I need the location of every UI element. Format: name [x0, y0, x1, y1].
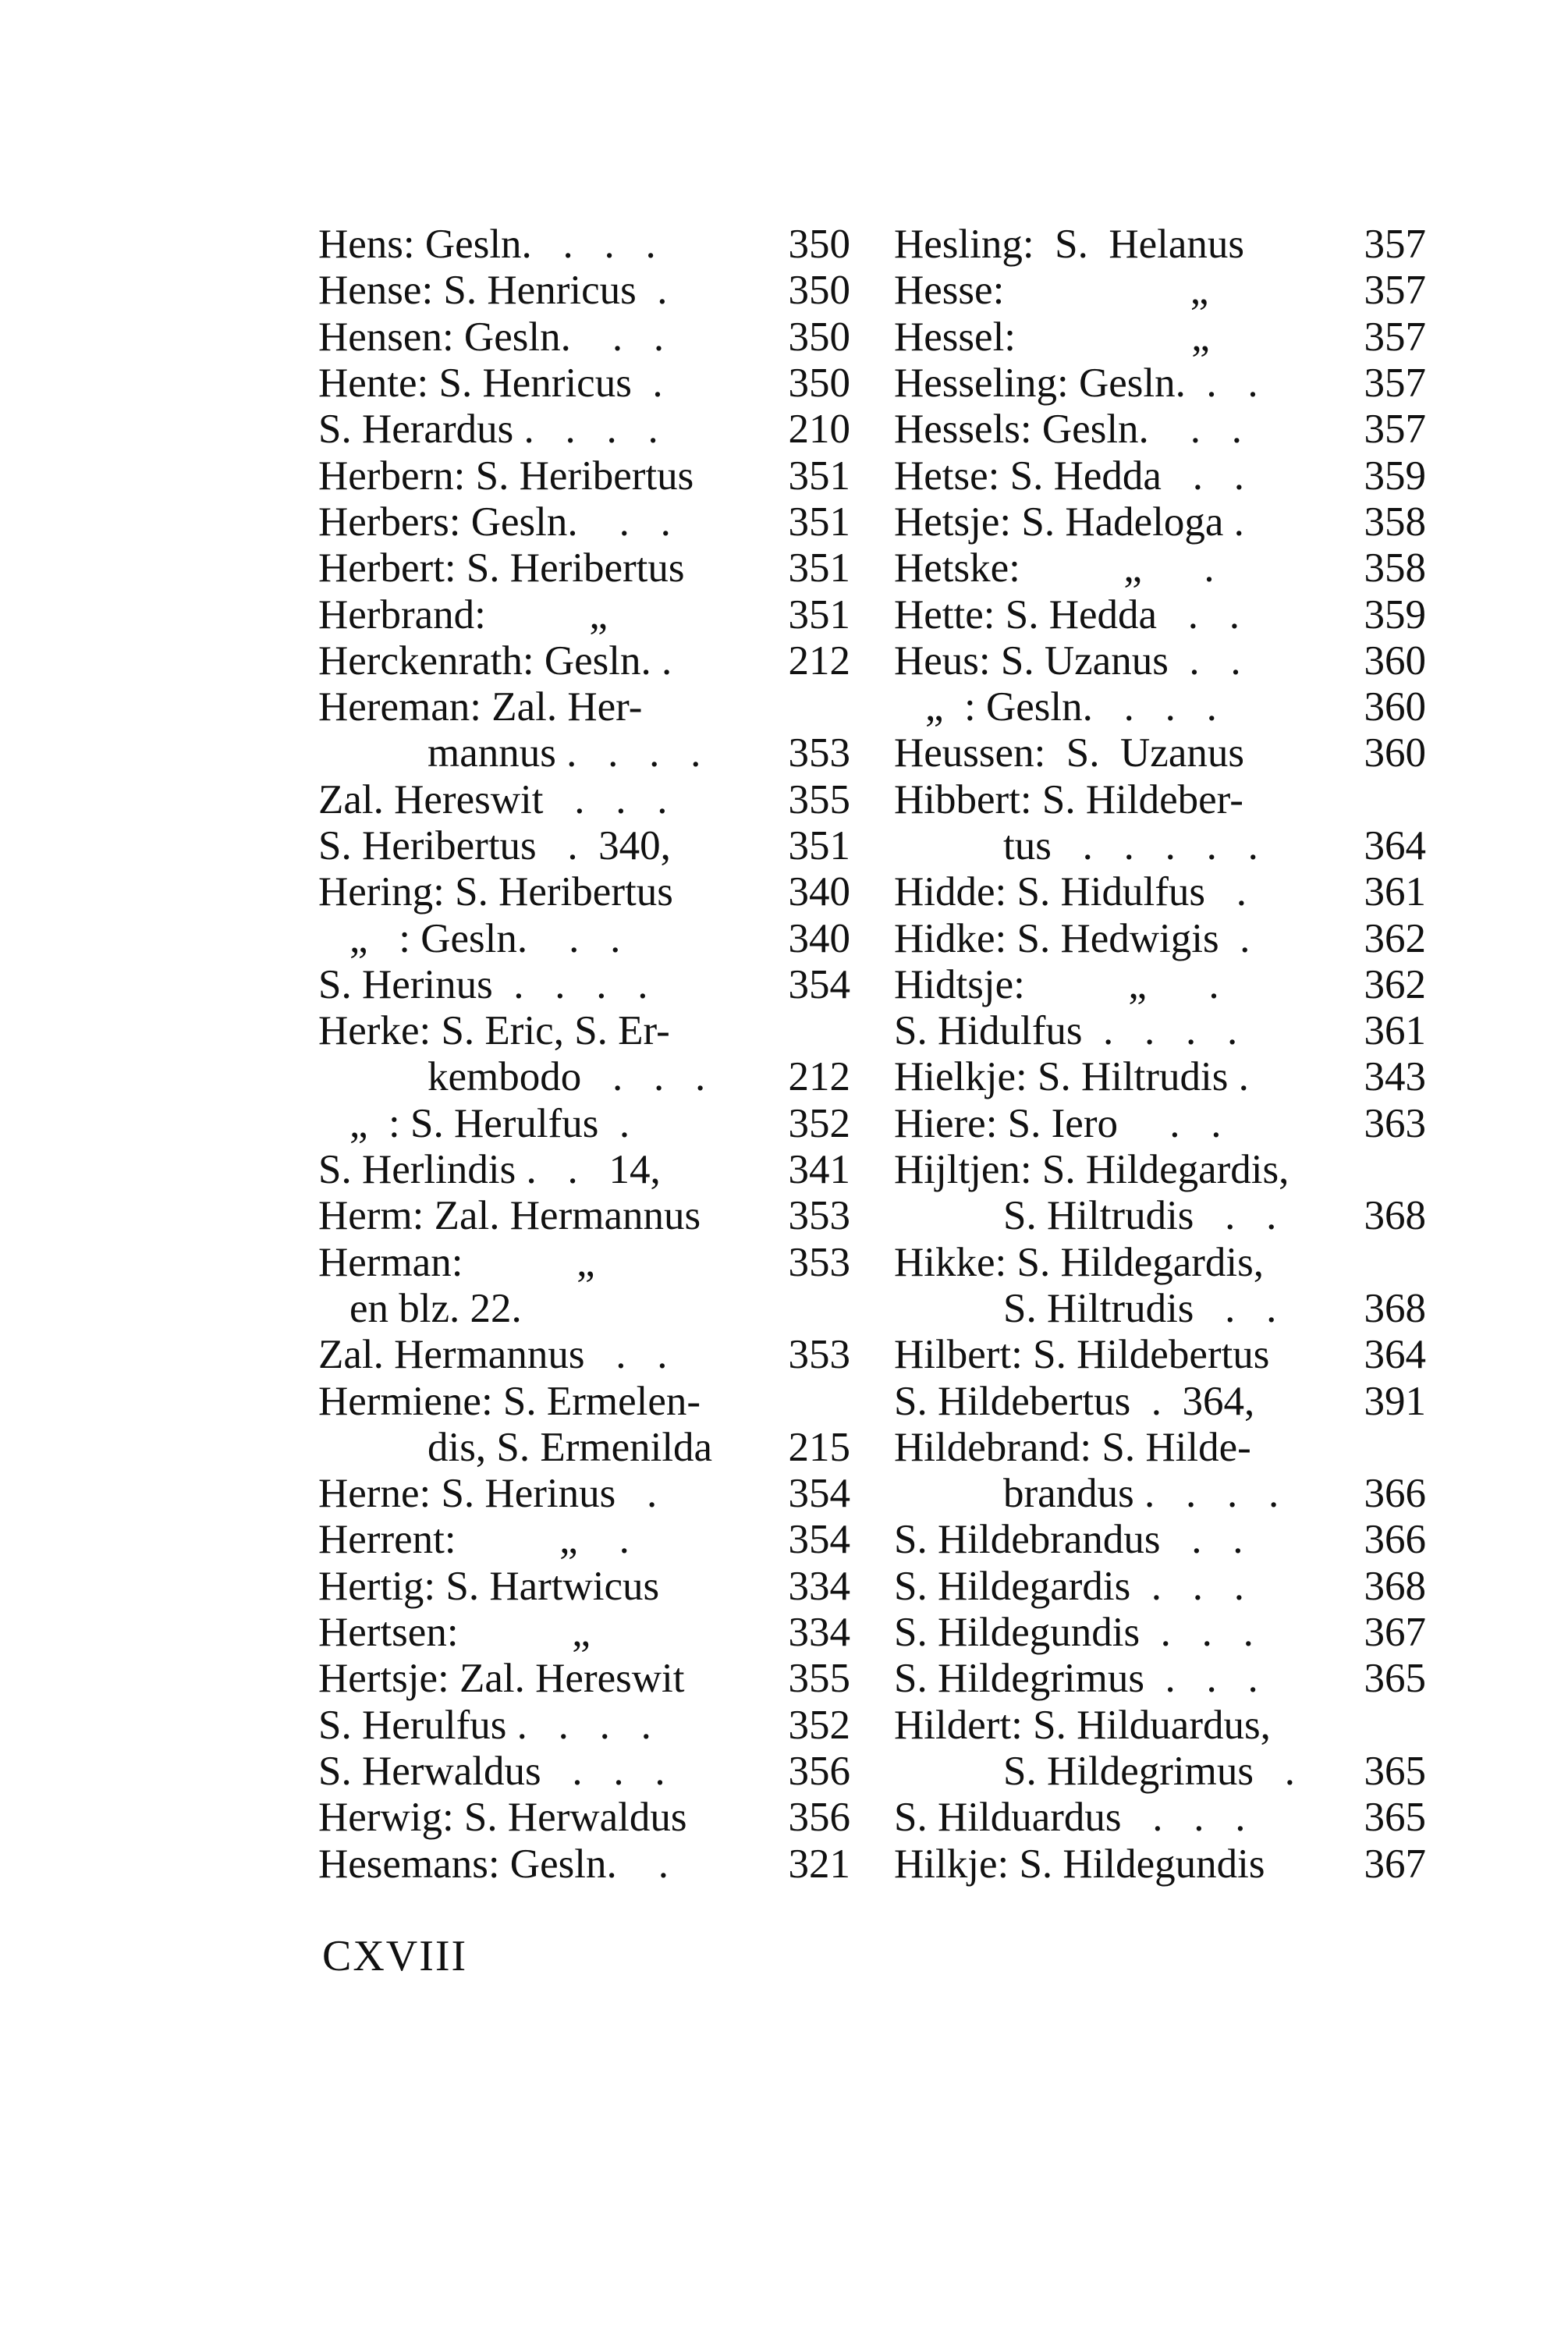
index-entry	[318, 1795, 850, 1841]
index-entry	[894, 1054, 1426, 1100]
entry-page: 351	[788, 545, 850, 591]
entry-text: Hidke: S. Hedwigis .	[894, 915, 1250, 961]
entry-text: S. Hildegrimus . . .	[894, 1656, 1258, 1702]
entry-text: S. Hiltrudis . .	[1003, 1285, 1277, 1331]
entry-page: 366	[1364, 1517, 1426, 1563]
entry-text: Hette: S. Hedda . .	[894, 591, 1240, 637]
index-entry	[894, 1841, 1426, 1887]
index-entry	[318, 1147, 850, 1193]
entry-page: 343	[1364, 1054, 1426, 1100]
index-entry	[318, 268, 850, 314]
entry-page: 212	[788, 1054, 850, 1100]
entry-text: Hielkje: S. Hiltrudis .	[894, 1054, 1249, 1100]
index-entry	[894, 268, 1426, 314]
entry-page: 351	[788, 499, 850, 545]
entry-page: 353	[788, 1239, 850, 1285]
entry-text: dis, S. Ermenilda	[427, 1424, 713, 1470]
entry-text: Hermiene: S. Ermelen-	[318, 1378, 701, 1424]
entry-page: 215	[788, 1424, 850, 1470]
entry-page: 363	[1364, 1100, 1426, 1146]
entry-text: S. Herulfus . . . .	[318, 1702, 651, 1748]
index-entry	[318, 1378, 850, 1424]
entry-text: en blz. 22.	[349, 1285, 522, 1331]
entry-page: 362	[1364, 915, 1426, 961]
index-entry	[894, 407, 1426, 453]
entry-page: 354	[788, 1471, 850, 1517]
index-entry	[318, 222, 850, 268]
entry-page: 357	[1364, 222, 1426, 268]
index-entry	[894, 1147, 1426, 1193]
index-entry	[318, 1841, 850, 1887]
index-entry	[894, 314, 1426, 360]
entry-page: 334	[788, 1563, 850, 1609]
entry-text: S. Hidulfus . . . .	[894, 1008, 1238, 1054]
index-entry	[318, 314, 850, 360]
entry-page: 368	[1364, 1563, 1426, 1609]
index-entry	[318, 1286, 850, 1332]
entry-page: 362	[1364, 961, 1426, 1007]
index-entry	[318, 1610, 850, 1656]
entry-text: S. Hildebertus . 364,	[894, 1378, 1255, 1424]
entry-page: 357	[1364, 314, 1426, 360]
entry-text: Hereman: Zal. Her-	[318, 684, 643, 730]
index-entry	[894, 869, 1426, 915]
index-entry	[318, 684, 850, 730]
index-entry	[894, 1286, 1426, 1332]
entry-page: 352	[788, 1702, 850, 1748]
entry-text: S. Herinus . . . .	[318, 961, 648, 1007]
entry-page: 351	[788, 453, 850, 499]
index-entry	[894, 915, 1426, 961]
entry-page: 360	[1364, 730, 1426, 776]
entry-page: 350	[788, 222, 850, 268]
index-entry	[894, 360, 1426, 407]
entry-page: 360	[1364, 637, 1426, 684]
entry-page: 358	[1364, 499, 1426, 545]
entry-page: 212	[788, 637, 850, 684]
entry-text: Herwig: S. Herwaldus	[318, 1795, 687, 1841]
entry-text: Hijltjen: S. Hildegardis,	[894, 1147, 1290, 1193]
entry-text: Hildert: S. Hilduardus,	[894, 1702, 1271, 1748]
entry-page: 356	[788, 1795, 850, 1841]
index-entry	[894, 545, 1426, 591]
index-entry	[894, 638, 1426, 684]
index-entry	[894, 1425, 1426, 1471]
entry-page: 350	[788, 360, 850, 407]
entry-text: Herke: S. Eric, S. Er-	[318, 1008, 670, 1054]
entry-text: S. Herlindis . . 14,	[318, 1147, 661, 1193]
entry-text: Hidde: S. Hidulfus .	[894, 869, 1247, 915]
entry-page: 361	[1364, 869, 1426, 915]
index-entry	[318, 777, 850, 823]
entry-text: Hessel: „	[894, 314, 1210, 360]
entry-text: Hesling: S. Helanus	[894, 222, 1244, 268]
entry-text: Herbern: S. Heribertus	[318, 453, 694, 499]
index-column-right	[894, 222, 1426, 1888]
index-entry	[894, 1240, 1426, 1286]
index-column-left	[318, 222, 850, 1888]
entry-text: Herbers: Gesln. . .	[318, 499, 671, 545]
entry-text: Herrent: „ .	[318, 1517, 630, 1563]
entry-text: S. Hildegrimus .	[1003, 1748, 1295, 1794]
entry-text: Hildebrand: S. Hilde-	[894, 1424, 1251, 1470]
entry-text: Zal. Hermannus . .	[318, 1332, 668, 1378]
entry-text: Hilbert: S. Hildebertus	[894, 1332, 1270, 1378]
index-entry	[894, 1471, 1426, 1517]
entry-text: Hibbert: S. Hildeber-	[894, 776, 1243, 822]
entry-text: Hesseling: Gesln. . .	[894, 360, 1258, 407]
entry-text: S. Hildegardis . . .	[894, 1563, 1244, 1609]
entry-page: 364	[1364, 1332, 1426, 1378]
entry-text: Hesse: „	[894, 268, 1209, 314]
entry-text: Herckenrath: Gesln. .	[318, 637, 672, 684]
entry-text: Hidtsje: „ .	[894, 961, 1219, 1007]
index-entry	[318, 1749, 850, 1795]
entry-text: Hetsje: S. Hadeloga .	[894, 499, 1244, 545]
entry-page: 359	[1364, 453, 1426, 499]
entry-page: 364	[1364, 823, 1426, 868]
index-entry	[318, 730, 850, 776]
entry-text: Heussen: S. Uzanus	[894, 730, 1244, 776]
entry-page: 340	[788, 869, 850, 915]
entry-page: 355	[788, 776, 850, 822]
entry-page: 210	[788, 407, 850, 453]
entry-text: Herne: S. Herinus .	[318, 1471, 658, 1517]
entry-page: 365	[1364, 1656, 1426, 1702]
index-entry	[894, 1008, 1426, 1054]
entry-page: 356	[788, 1748, 850, 1794]
entry-text: Hertig: S. Hartwicus	[318, 1563, 660, 1609]
entry-page: 353	[788, 1193, 850, 1239]
entry-text: Hessels: Gesln. . .	[894, 407, 1243, 453]
entry-text: S. Hilduardus . . .	[894, 1795, 1246, 1841]
entry-text: S. Herwaldus . . .	[318, 1748, 665, 1794]
entry-text: Hering: S. Heribertus	[318, 869, 673, 915]
entry-page: 361	[1364, 1008, 1426, 1054]
index-entry	[318, 1703, 850, 1749]
index-entry	[894, 777, 1426, 823]
page-number: CXVIII	[322, 1932, 468, 1980]
entry-text: Hetse: S. Hedda . .	[894, 453, 1244, 499]
index-entry	[894, 1795, 1426, 1841]
index-entry	[894, 1656, 1426, 1702]
entry-text: S. Hildegundis . . .	[894, 1610, 1254, 1656]
entry-page: 321	[788, 1841, 850, 1887]
entry-page: 357	[1364, 407, 1426, 453]
index-entry	[894, 1564, 1426, 1610]
entry-page: 367	[1364, 1841, 1426, 1887]
index-entry	[894, 591, 1426, 637]
entry-page: 354	[788, 1517, 850, 1563]
index-entry	[894, 1517, 1426, 1563]
entry-page: 359	[1364, 591, 1426, 637]
entry-page: 341	[788, 1147, 850, 1193]
entry-text: Hertsje: Zal. Hereswit	[318, 1656, 685, 1702]
index-entry	[318, 499, 850, 545]
entry-page: 366	[1364, 1471, 1426, 1517]
index-entry	[318, 869, 850, 915]
index-entry	[318, 915, 850, 961]
entry-page: 353	[788, 730, 850, 776]
entry-text: Zal. Hereswit . . .	[318, 776, 668, 822]
index-entry	[318, 360, 850, 407]
entry-page: 350	[788, 268, 850, 314]
entry-page: 334	[788, 1610, 850, 1656]
entry-text: S. Herardus . . . .	[318, 407, 658, 453]
index-entry	[894, 730, 1426, 776]
entry-page: 357	[1364, 360, 1426, 407]
index-entry	[894, 1332, 1426, 1378]
entry-page: 358	[1364, 545, 1426, 591]
entry-text: „ : Gesln. . . .	[925, 684, 1217, 730]
entry-page: 367	[1364, 1610, 1426, 1656]
entry-text: S. Hiltrudis . .	[1003, 1193, 1277, 1239]
index-entry	[318, 823, 850, 869]
entry-text: „ : S. Herulfus .	[349, 1100, 630, 1146]
index-entry	[318, 638, 850, 684]
index-entry	[894, 1703, 1426, 1749]
index-entry	[318, 1193, 850, 1239]
entry-text: Herbert: S. Heribertus	[318, 545, 685, 591]
entry-text: S. Heribertus . 340,	[318, 823, 671, 868]
index-entry	[318, 1008, 850, 1054]
index-entry	[318, 1101, 850, 1147]
index-entry	[894, 453, 1426, 499]
entry-page: 355	[788, 1656, 850, 1702]
entry-text: S. Hildebrandus . .	[894, 1517, 1243, 1563]
entry-text: Heus: S. Uzanus . .	[894, 637, 1241, 684]
entry-text: Herbrand: „	[318, 591, 608, 637]
entry-page: 351	[788, 591, 850, 637]
entry-page: 351	[788, 823, 850, 868]
index-entry	[894, 1610, 1426, 1656]
entry-text: Hilkje: S. Hildegundis	[894, 1841, 1265, 1887]
index-entry	[318, 1517, 850, 1563]
entry-text: Hiere: S. Iero . .	[894, 1100, 1222, 1146]
index-entry	[894, 1749, 1426, 1795]
entry-text: Herman: „	[318, 1239, 595, 1285]
index-entry	[318, 1332, 850, 1378]
index-entry	[318, 962, 850, 1008]
index-entry	[894, 1101, 1426, 1147]
entry-text: Hertsen: „	[318, 1610, 591, 1656]
index-entry	[318, 1425, 850, 1471]
entry-page: 354	[788, 961, 850, 1007]
entry-text: kembodo . . .	[427, 1054, 706, 1100]
entry-text: Hetske: „ .	[894, 545, 1215, 591]
entry-page: 365	[1364, 1795, 1426, 1841]
index-entry	[894, 962, 1426, 1008]
index-entry	[318, 1656, 850, 1702]
entry-text: Hens: Gesln. . . .	[318, 222, 656, 268]
entry-text: Herm: Zal. Hermannus	[318, 1193, 701, 1239]
index-entry	[894, 684, 1426, 730]
index-entry	[318, 545, 850, 591]
entry-page: 353	[788, 1332, 850, 1378]
index-entry	[318, 453, 850, 499]
entry-text: Hesemans: Gesln. .	[318, 1841, 669, 1887]
entry-text: brandus . . . .	[1003, 1471, 1279, 1517]
index-entry	[894, 1193, 1426, 1239]
entry-page: 352	[788, 1100, 850, 1146]
entry-page: 368	[1364, 1285, 1426, 1331]
entry-page: 350	[788, 314, 850, 360]
index-entry	[894, 823, 1426, 869]
entry-page: 365	[1364, 1748, 1426, 1794]
index-entry	[318, 1564, 850, 1610]
index-entry	[894, 1378, 1426, 1424]
entry-page: 340	[788, 915, 850, 961]
index-entry	[318, 591, 850, 637]
entry-text: „ : Gesln. . .	[349, 915, 621, 961]
index-entry	[318, 1471, 850, 1517]
entry-text: mannus . . . .	[427, 730, 701, 776]
entry-page: 360	[1364, 684, 1426, 730]
entry-text: Hente: S. Henricus .	[318, 360, 663, 407]
entry-text: Hense: S. Henricus .	[318, 268, 668, 314]
index-entry	[894, 222, 1426, 268]
entry-text: tus . . . . .	[1003, 823, 1258, 868]
entry-page: 368	[1364, 1193, 1426, 1239]
entry-text: Hikke: S. Hildegardis,	[894, 1239, 1264, 1285]
index-entry	[318, 1054, 850, 1100]
index-entry	[318, 407, 850, 453]
entry-page: 357	[1364, 268, 1426, 314]
entry-text: Hensen: Gesln. . .	[318, 314, 665, 360]
entry-page: 391	[1364, 1378, 1426, 1424]
index-entry	[318, 1240, 850, 1286]
index-entry	[894, 499, 1426, 545]
